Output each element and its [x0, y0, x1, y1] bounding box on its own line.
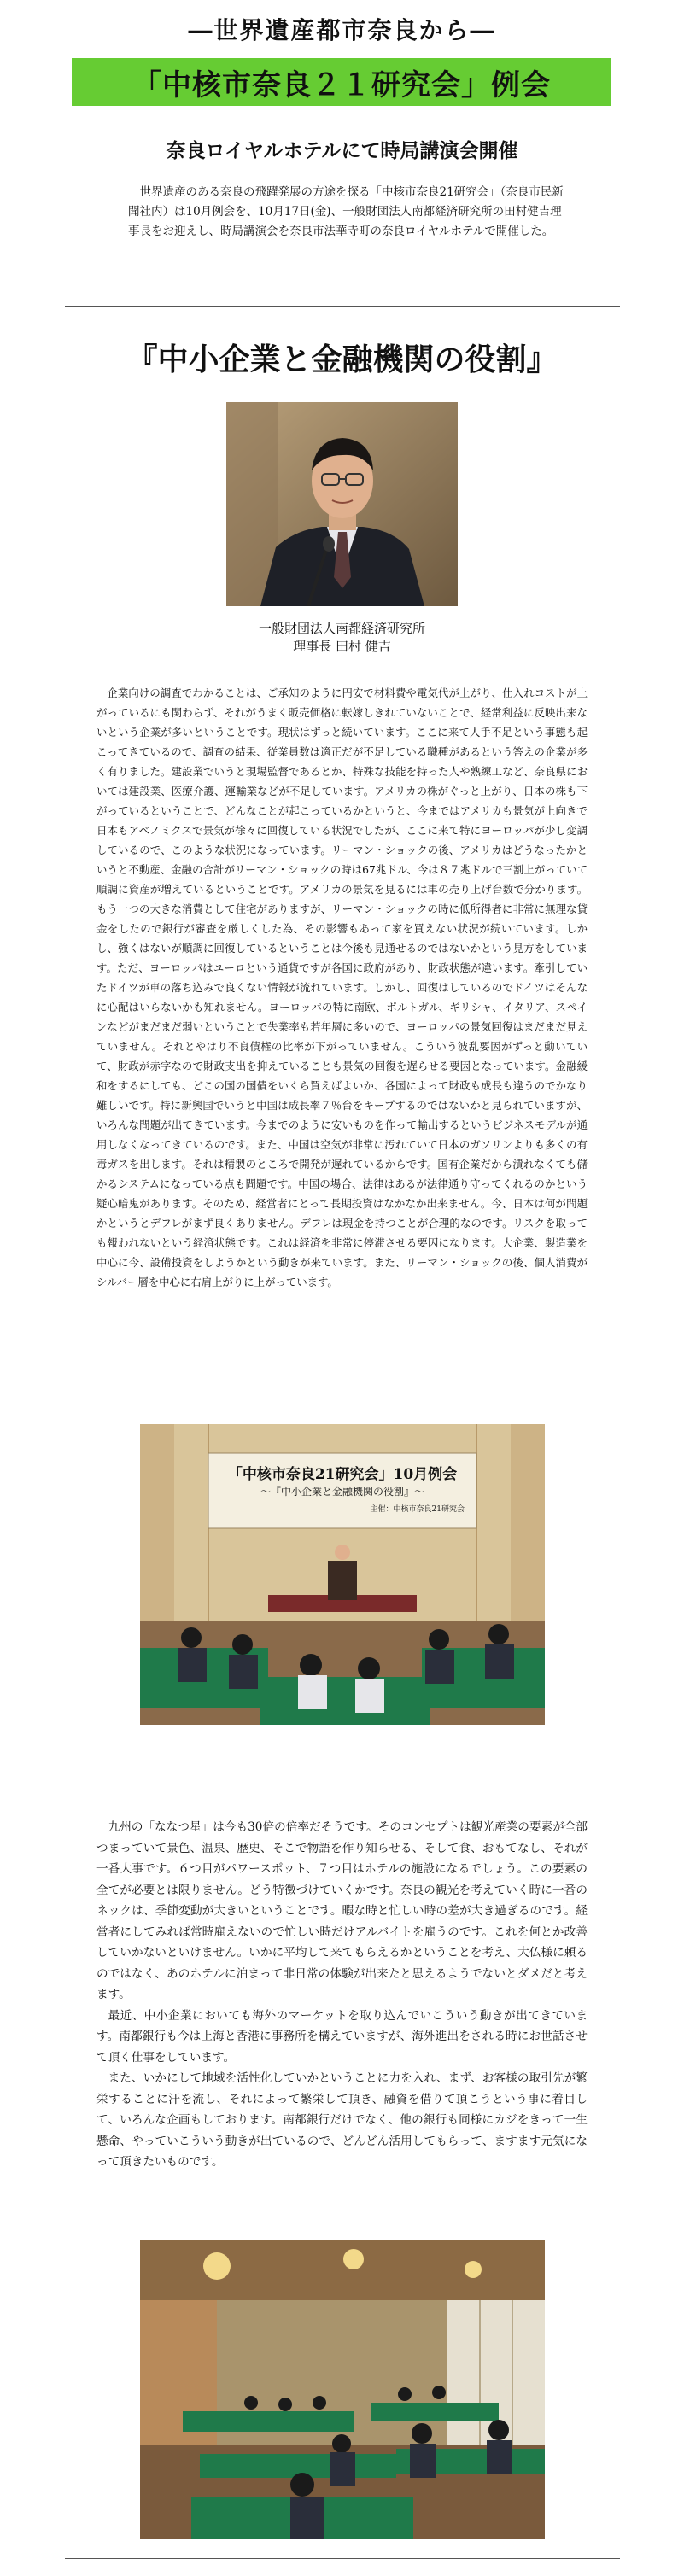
body-paragraph: 企業向けの調査でわかることは、ご承知のように円安で材料費や電気代が上がり、仕入れコストが上がっているにも関わらず、それがうまく販売価格に転嫁しきれていないことで、経常利益に反映出来ないという企業が多いということです。現状はずっと続いています。ここに来て人手不足という事態も起こってきているので、調査の結果、従業員数は適正だが不足している職種があるという答えの企業が多く有りました。建設業でいうと現場監督であるとか、特殊な技能を持った人や熟練工など、奈良県においては建設業、医療介護、運輸業などが不足しています。アメリカの株がぐっと上がり、日本の株も下がっているということで、どんなことが起こっているかというと、今まではアメリカも景気が上向きで日本もアベノミクスで景気が徐々に回復している状況でしたが、ここに来て特にヨーロッパが少し変調しているので、このような状況になっています。リーマン・ショックの後、アメリカはどうなったかというと不動産、金融の合計がリーマン・ショックの時は67兆ドル、今は８７兆ドルで三割上がっていて順調に資産が増えているということです。アメリカの景気を見るには車の売り上げ台数で分かります。もう一つの大きな消費として住宅がありますが、リーマン・ショックの時に低所得者に非常に無理な貸金をしたので銀行が審査を厳しくした為、その影響もあって家を買えない状況が続いています。しかし、強くはないが順調に回復しているということは今後も見通せるのではないかという見方をしています。ただ、ヨーロッパはユーロという通貨ですが各国に政府があり、財政状態が違います。牽引していたドイツが車の落ち込みで良くない情報が流れています。しかし、回復はしているのでドイツはそんなに心配はいらないかも知れません。ヨーロッパの特に南欧、ポルトガル、ギリシャ、イタリア、スペインなどがまだまだ弱いということで失業率も若年層に多いので、ヨーロッパの景気回復はまだまだ見えていません。それとやはり不良債権の比率が下がっていません。こういう波乱要因がずっと動いていて、財政が赤字なので財政支出を抑えていることも景気の回復を遅らせる要因となっています。金融緩和をするにしても、どこの国の国債をいくら買えばよいか、各国によって財政も成長も違うのでかなり難しいです。特に新興国でいうと中国は成長率７％台をキープするのではないかと見られていますが、いろんな問題が出てきています。今までのように安いものを作って輸出するというビジネスモデルが通用しなくなってきているのです。また、中国は空気が非常に汚れていて日本のガソリンよりも多くの有毒ガスを出します。それは精製のところで開発が遅れているからです。国有企業だから潰れなくても儲かるシステムになっている点も問題です。中国の場合、法律はあるが法律通り守ってくれるのかという疑心暗鬼があります。そのため、経営者にとって長期投資はなかなか出来ません。今、日本は何が問題かというとデフレがまず良くありません。デフレは現金を持つことが合理的なのです。リスクを取っても報われないという経済状態です。これは経済を非常に停滞させる要因になります。大企業、製造業を中心に今、設備投資をしようかという動きが来ています。また、リーマン・ショックの後、個人消費がシルバー層を中心に右肩上がりに上がっています。 — [96, 686, 588, 1288]
venue-photo-lecture — [140, 1424, 545, 1725]
footer-divider — [65, 2558, 620, 2559]
speaker-name: 理事長 田村 健吉 — [293, 639, 391, 654]
venue-banner-subtitle: ～『中小企業と金融機関の役割』～ — [260, 1486, 424, 1498]
venue-banner-organizer: 主催：中核市奈良21研究会 — [370, 1505, 465, 1514]
body-paragraph: 九州の「ななつ星」は今も30倍の倍率だそうです。そのコンセプトは観光産業の要素が全部つまっていて景色、温泉、歴史、そこで物語を作り知らせる、そして食、おもてなし、それが一番大事です。６つ目がパワースポット、７つ目はホテルの施設になるでしょう。この要素の全てが必要とは限りません。どう特徴づけていくかです。奈良の観光を考えていく時に一番のネックは、季節変動が大きいということです。暇な時と忙しい時の差が大き過ぎるのです。経営者にしてみれば常時雇えないので忙しい時だけアルバイトを雇うのです。これを何とか改善していかないといけません。いかに平均して来てもらえるかということを考え、大仏様に頼るのではなく、あのホテルに泊まって非日常の体験が出来たと思えるようでないとダメだと考えます。 — [96, 1820, 588, 2001]
event-banner — [72, 58, 611, 106]
section-divider — [65, 306, 620, 307]
venue-photo-audience — [140, 2240, 545, 2539]
subheading: 奈良ロイヤルホテルにて時局講演会開催 — [166, 139, 518, 162]
lecture-title: 『中小企業と金融機関の役割』 — [126, 342, 558, 377]
lecture-body-part1 — [96, 683, 588, 1292]
lecture-body-part2 — [96, 1817, 588, 2173]
body-paragraph: 最近、中小企業においても海外のマーケットを取り込んでいこういう動きが出てきています。南都銀行も今は上海と香港に事務所を構えていますが、海外進出をされる時にお世話させて頂く仕事をしています。 — [96, 2008, 588, 2065]
body-paragraph: また、いかにして地域を活性化していかということに力を入れ、まず、お客様の取引先が繁栄することに汗を流し、それによって繁栄して頂き、融資を借りて頂こうという事に着目して、いろんな企画もしております。南都銀行だけでなく、他の銀行も同様にカジをきって一生懸命、やっていこういう動きが出ているので、どんどん活用してもらって、ますます元気になって頂きたいものです。 — [96, 2071, 588, 2169]
event-banner-title: 「中核市奈良２１研究会」例会 — [132, 67, 551, 102]
speaker-org: 一般財団法人南都経済研究所 — [258, 621, 425, 636]
speaker-portrait — [226, 402, 458, 606]
intro-paragraph: 世界遺産のある奈良の飛躍発展の方途を探る「中核市奈良21研究会」（奈良市民新聞社内）は10月例会を、10月17日(金)、一般財団法人南都経済研究所の田村健吉理事長をお迎えし、時局講演会を奈良市法華寺町の奈良ロイヤルホテルで開催した。 — [128, 185, 564, 238]
venue-banner-title: 「中核市奈良21研究会」10月例会 — [227, 1466, 458, 1483]
series-title: ―世界遺産都市奈良から― — [188, 16, 496, 44]
